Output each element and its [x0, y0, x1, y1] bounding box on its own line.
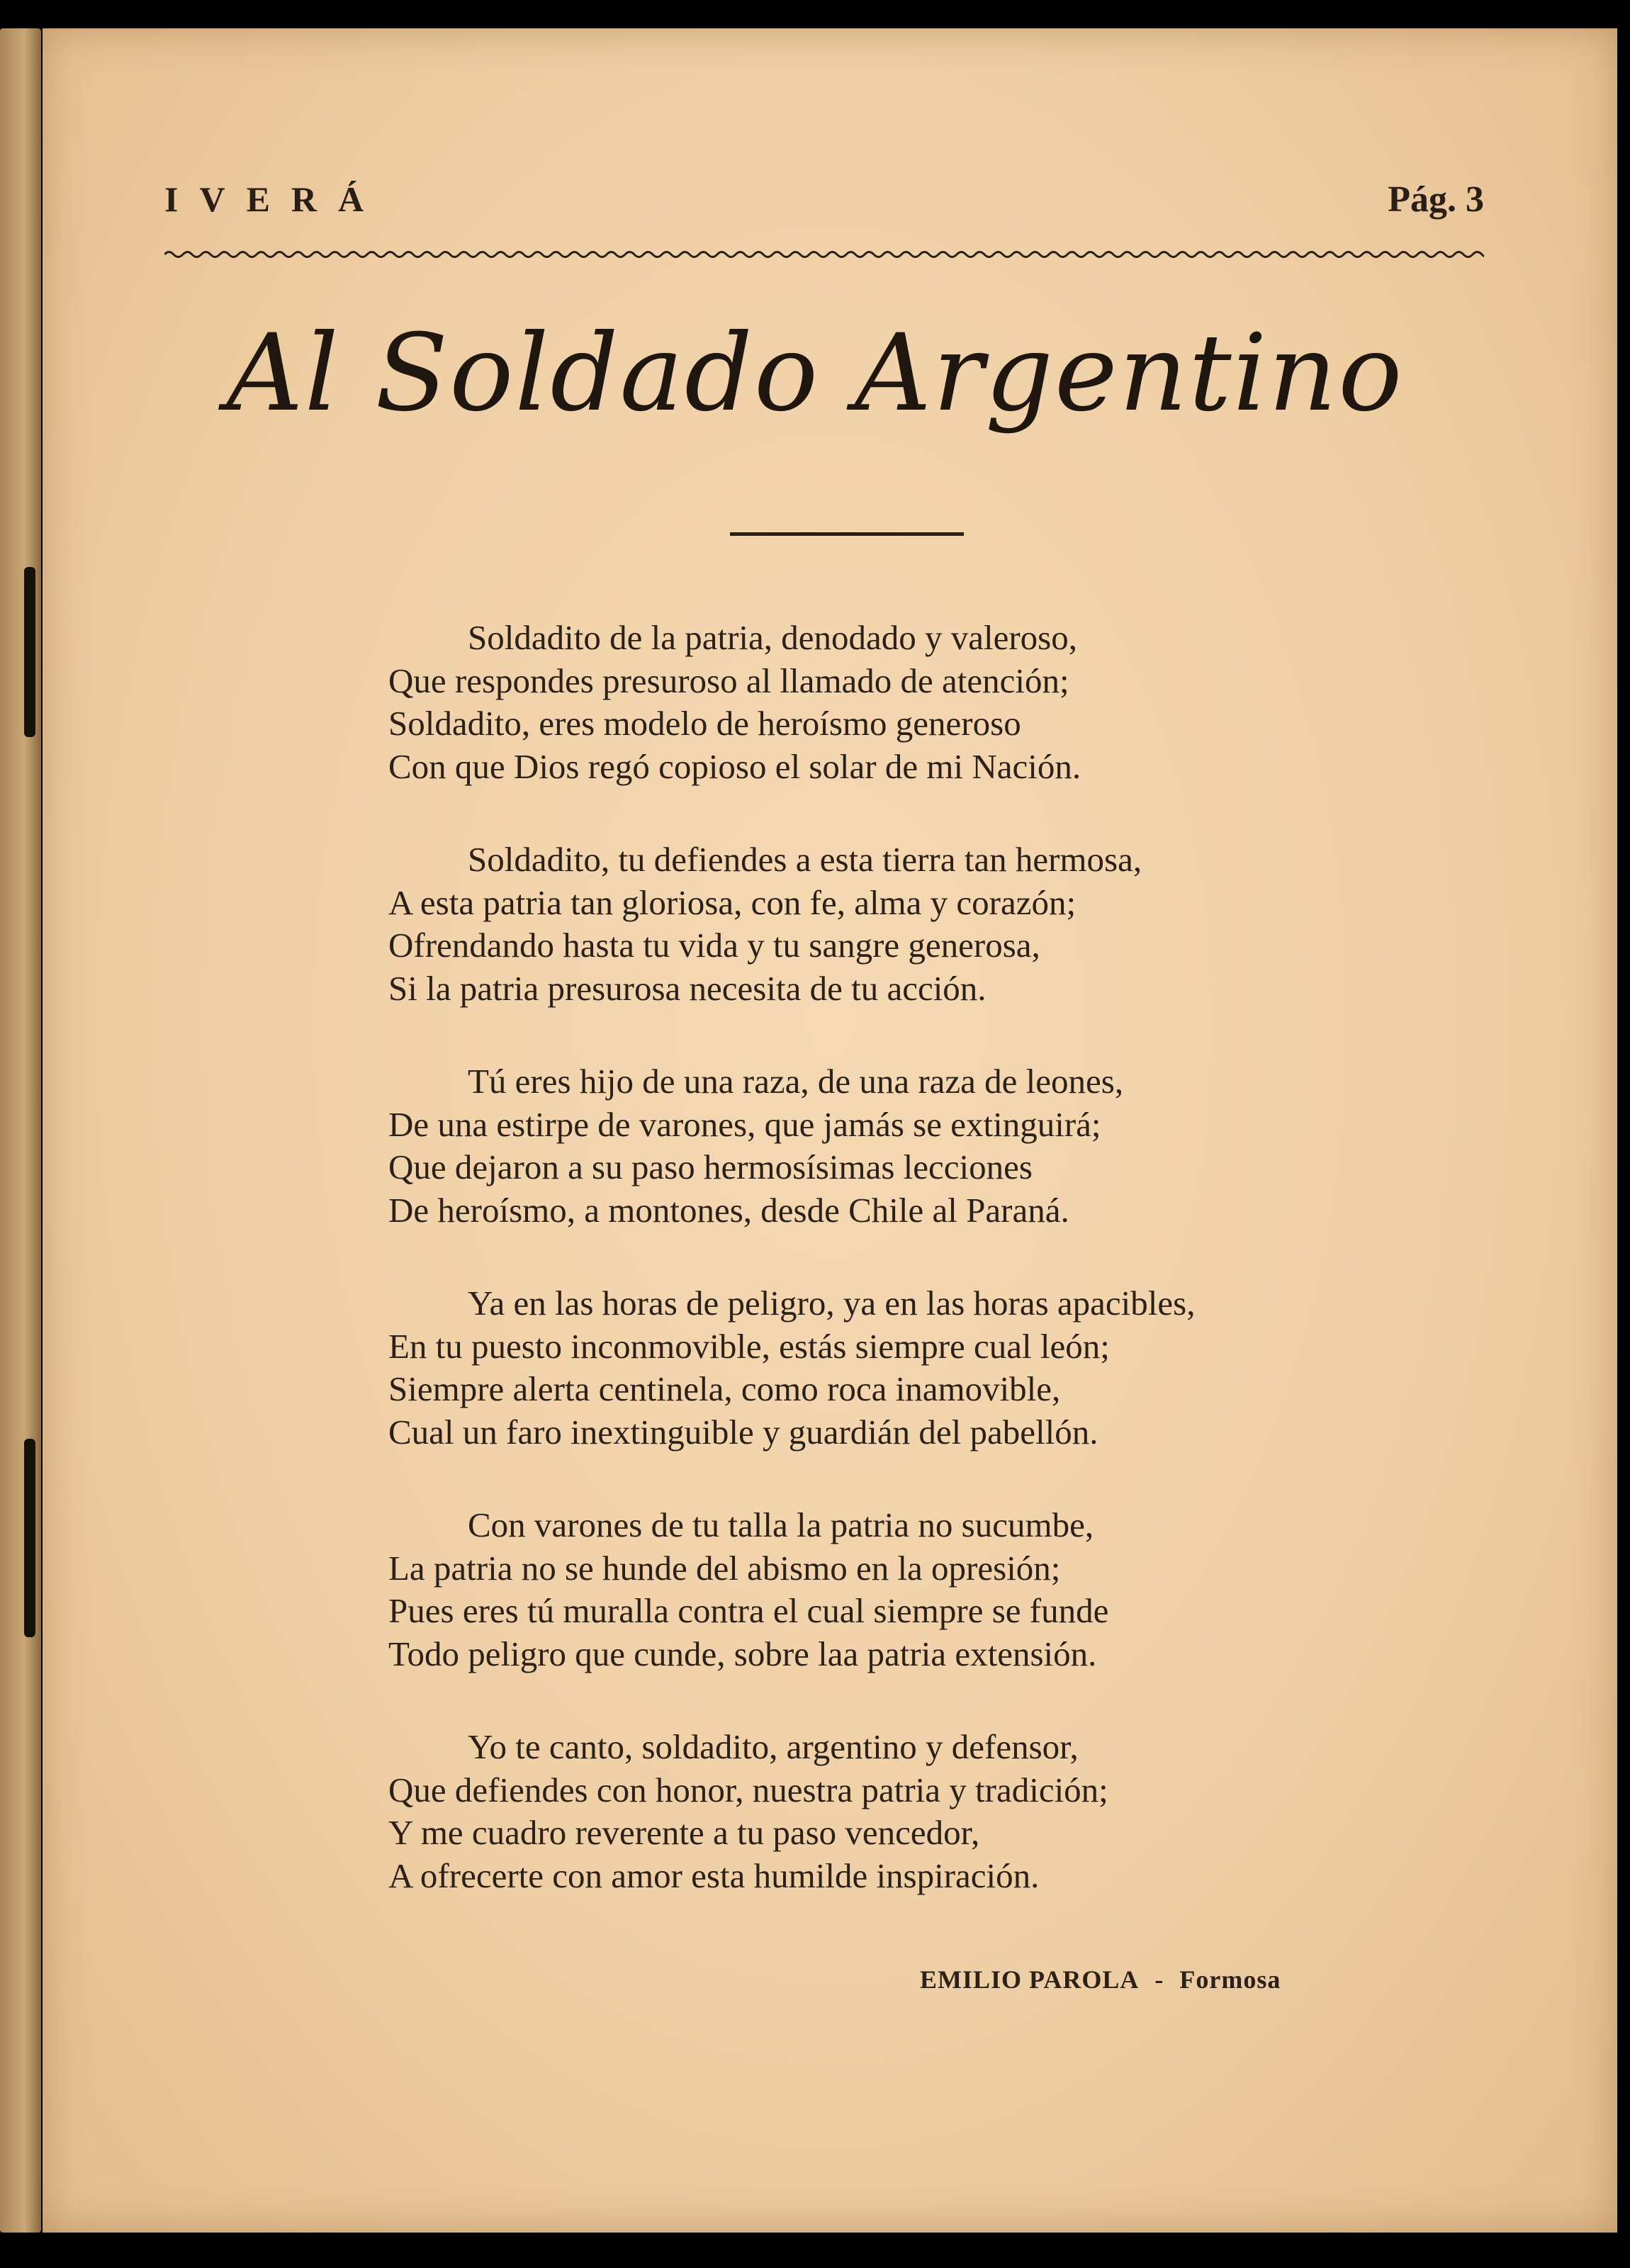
- verse-line: Ya en las horas de peligro, ya en las horas apacibles,: [468, 1284, 1196, 1323]
- verse-line: Que respondes presuroso al llamado de atención;: [388, 661, 1069, 700]
- page-header: [164, 179, 1484, 228]
- verse-line: Soldadito, tu defiendes a esta tierra tan hermosa,: [468, 840, 1142, 879]
- verse-line: De heroísmo, a montones, desde Chile al Paraná.: [388, 1190, 1069, 1230]
- binding-stitch: [24, 567, 35, 737]
- binding-stitch: [24, 1439, 35, 1637]
- verse-line: Siempre alerta centinela, como roca inamovible,: [388, 1369, 1061, 1408]
- wavy-rule-divider: [164, 247, 1484, 262]
- author-name: EMILIO PAROLA: [920, 1965, 1140, 1994]
- verse-line: Y me cuadro reverente a tu paso vencedor,: [388, 1813, 980, 1852]
- stanza: [388, 1060, 1451, 1232]
- page-number: Pág. 3: [1388, 179, 1484, 220]
- signature-separator: -: [1154, 1965, 1164, 1994]
- verse-line: Todo peligro que cunde, sobre laa patria extensión.: [388, 1634, 1097, 1673]
- verse-line: Yo te canto, soldadito, argentino y defensor,: [468, 1727, 1079, 1766]
- verse-line: La patria no se hunde del abismo en la opresión;: [388, 1548, 1061, 1588]
- poem-title: Al Soldado Argentino: [226, 312, 1404, 435]
- verse-line: Con varones de tu talla la patria no sucumbe,: [468, 1505, 1094, 1544]
- signature: [920, 1965, 1281, 1994]
- stanza: [388, 1282, 1451, 1454]
- verse-line: Cual un faro inextinguible y guardián del pabellón.: [388, 1412, 1098, 1452]
- verse-line: De una estirpe de varones, que jamás se extinguirá;: [388, 1104, 1101, 1144]
- poem-body: [388, 617, 1451, 1948]
- stanza: [388, 1726, 1451, 1897]
- verse-line: Pues eres tú muralla contra el cual siempre se funde: [388, 1591, 1109, 1630]
- stanza: [388, 1504, 1451, 1675]
- verse-line: En tu puesto inconmovible, estás siempre cual león;: [388, 1326, 1110, 1366]
- stanza: [388, 617, 1451, 788]
- verse-line: A ofrecerte con amor esta humilde inspiración.: [388, 1856, 1040, 1895]
- verse-line: Soldadito de la patria, denodado y valeroso,: [468, 618, 1077, 657]
- verse-line: Ofrendando hasta tu vida y tu sangre generosa,: [388, 926, 1040, 965]
- verse-line: Que defiendes con honor, nuestra patria y tradición;: [388, 1770, 1108, 1809]
- verse-line: Soldadito, eres modelo de heroísmo generoso: [388, 704, 1021, 743]
- verse-line: Con que Dios regó copioso el solar de mi Nación.: [388, 746, 1081, 786]
- author-location: Formosa: [1179, 1965, 1281, 1994]
- verse-line: Si la patria presurosa necesita de tu acción.: [388, 968, 987, 1008]
- running-title: IVERÁ: [164, 179, 386, 219]
- verse-line: A esta patria tan gloriosa, con fe, alma y corazón;: [388, 882, 1077, 922]
- stanza: [388, 838, 1451, 1010]
- verse-line: Que dejaron a su paso hermosísimas lecciones: [388, 1147, 1033, 1186]
- title-underline-rule: [730, 532, 964, 536]
- verse-line: Tú eres hijo de una raza, de una raza de leones,: [468, 1062, 1124, 1101]
